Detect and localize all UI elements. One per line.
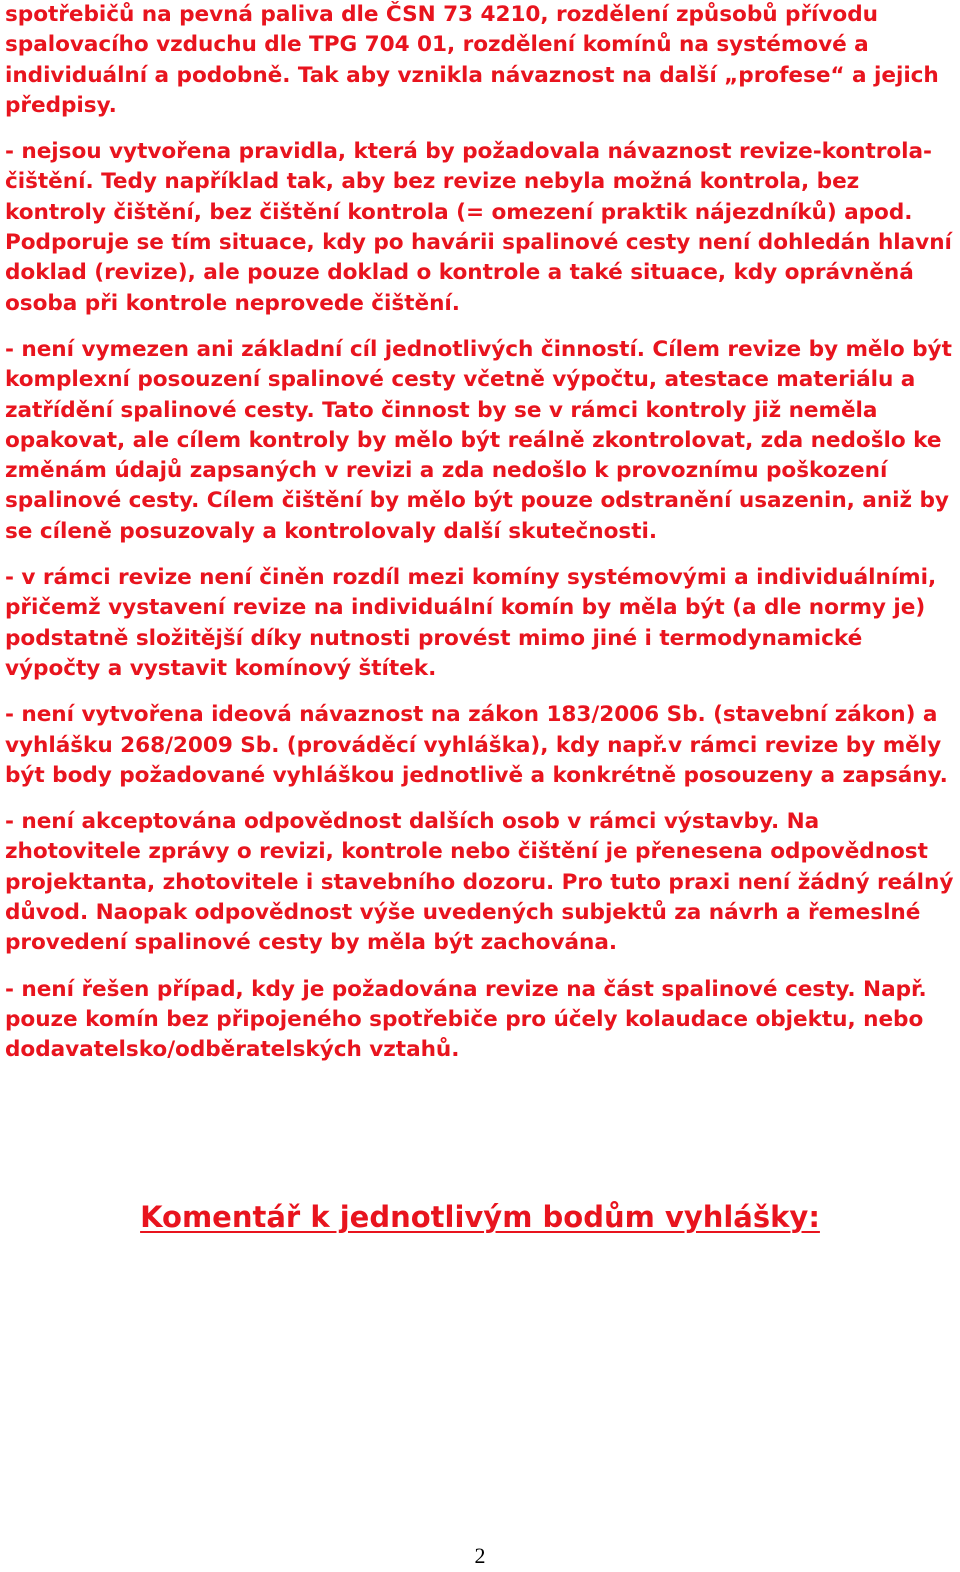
page-number: 2 [474, 1543, 486, 1568]
paragraph-chimney-types: - v rámci revize není činěn rozdíl mezi komíny systémovými a individuálními, přičemž vystavení revize na individuální komín by měla být (a dle normy je) podstatně složitější díky nutnosti provést mimo jiné i termodynamické výpočty a vystavit komínový štítek. [5, 565, 937, 681]
paragraph-responsibility: - není akceptována odpovědnost dalších osob v rámci výstavby. Na zhotovitele zprávy o revizi, kontrole nebo čištění je přenesena odpovědnost projektanta, zhotovitele i stavebního dozoru. Pro tuto praxi není žádný reálný důvod. Naopak odpovědnost výše uvedených subjektů za návrh a řemeslné provedení spalinové cesty by měla být zachována. [5, 809, 954, 956]
paragraph-building-law: - není vytvořena ideová návaznost na zákon 183/2006 Sb. (stavební zákon) a vyhlášku 268/2009 Sb. (prováděcí vyhláška), kdy např.v rámci revize by měly být body požadované vyhláškou jednotlivě a konkrétně posouzeny a zapsány. [5, 702, 948, 788]
section-heading: Komentář k jednotlivým bodům vyhlášky: [140, 1200, 820, 1234]
paragraph-intro-continuation: spotřebičů na pevná paliva dle ČSN 73 4210, rozdělení způsobů přívodu spalovacího vzduchu dle TPG 704 01, rozdělení komínů na systémové a individuální a podobně. Tak aby vznikla návaznost na další „profese“ a jejich předpisy. [5, 2, 939, 118]
document-body [5, 0, 955, 1082]
paragraph-activity-goals: - není vymezen ani základní cíl jednotlivých činností. Cílem revize by mělo být komplexní posouzení spalinové cesty včetně výpočtu, atestace materiálu a zatřídění spalinové cesty. Tato činnost by se v rámci kontroly již neměla opakovat, ale cílem kontroly by mělo být reálně zkontrolovat, zda nedošlo ke změnám údajů zapsaných v revizi a zda nedošlo k provoznímu poškození spalinové cesty. Cílem čištění by mělo být pouze odstranění usazenin, aniž by se cíleně posuzovaly a kontrolovaly další skutečnosti. [5, 336, 952, 544]
paragraph-partial-revision: - není řešen případ, kdy je požadována revize na část spalinové cesty. Např. pouze komín bez připojeného spotřebiče pro účely kolaudace objektu, nebo dodavatelsko/odběratelských vztahů. [5, 976, 927, 1063]
paragraph-revision-sequence: - nejsou vytvořena pravidla, která by požadovala návaznost revize-kontrola-čištění. Tedy například tak, aby bez revize nebyla možná kontrola, bez kontroly čištění, bez čištění kontrola (= omezení praktik nájezdníků) apod. Podporuje se tím situace, kdy po havárii spalinové cesty není dohledán hlavní doklad (revize), ale pouze doklad o kontrole a také situace, kdy oprávněná osoba při kontrole neprovede čištění. [5, 139, 952, 316]
